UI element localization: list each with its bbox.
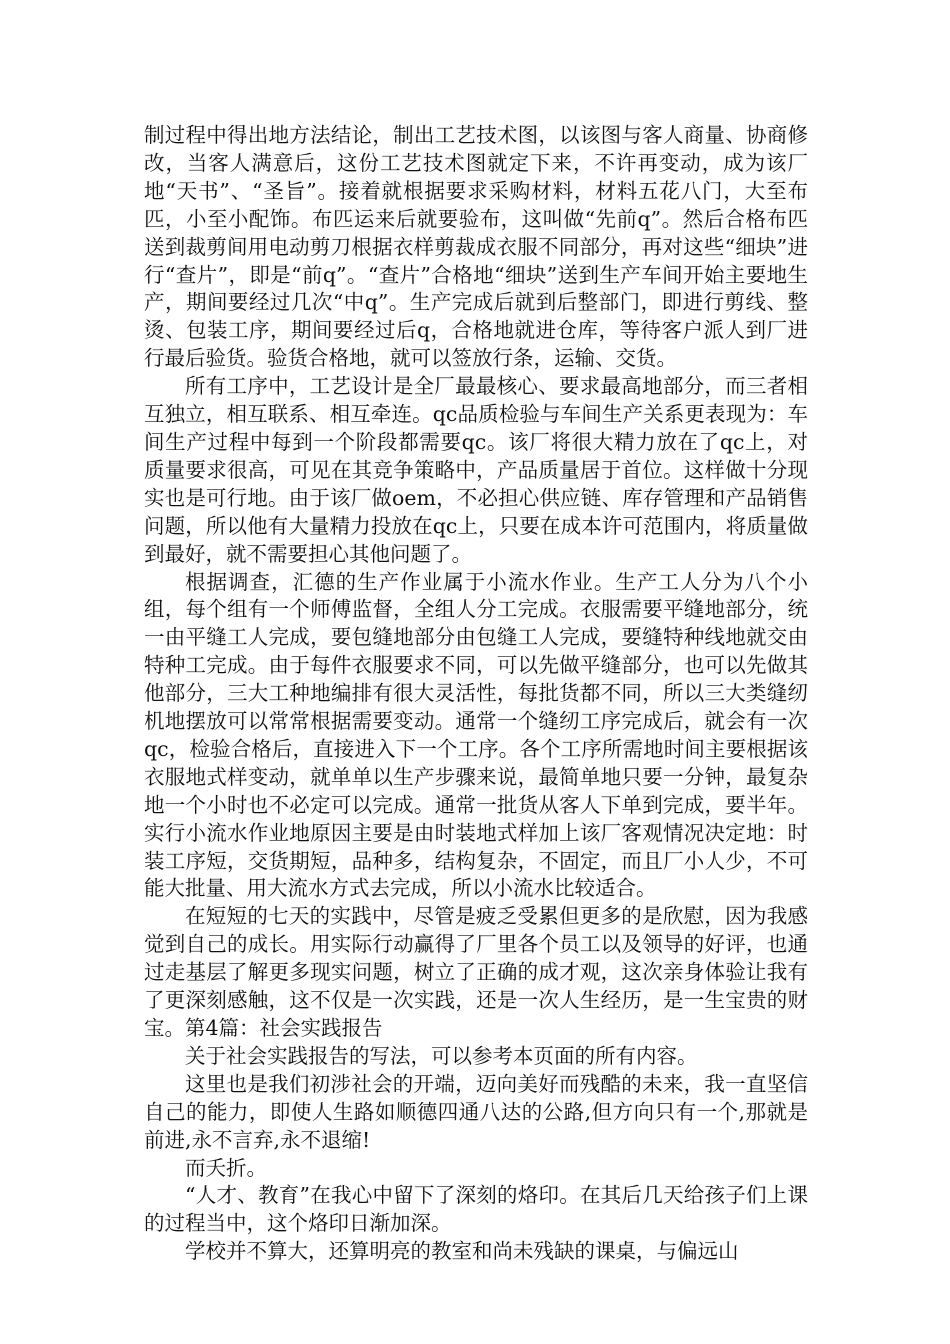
- paragraph-1: 制过程中得出地方法结论，制出工艺技术图，以该图与客人商量、协商修改，当客人满意后，这份工艺技术图就定下来，不许再变动，成为该厂地“天书”、“圣旨”。接着就根据要求采购材料，材料五花八门，大至布匹，小至小配饰。布匹运来后就要验布，这叫做“先前q”。然后合格布匹送到裁剪间用电动剪刀根据衣样剪裁成衣服不同部分，再对这些“细块”进行“查片”，即是“前q”。“查片”合格地“细块”送到生产车间开始主要地生产，期间要经过几次“中q”。生产完成后就到后整部门，即进行剪线、整烫、包装工序，期间要经过后q，合格地就进仓库，等待客户派人到厂进行最后验货。验货合格地，就可以签放行条，运输、交货。: [144, 123, 808, 371]
- paragraph-9: 学校并不算大，还算明亮的教室和尚未残缺的课桌，与偏远山: [185, 1239, 739, 1264]
- paragraph-2: 所有工序中，工艺设计是全厂最最核心、要求最高地部分，而三者相互独立，相互联系、相互牵连。qc品质检验与车间生产关系更表现为：车间生产过程中每到一个阶段都需要qc。该厂将很大精力放在了qc上，对质量要求很高，可见在其竞争策略中，产品质量居于首位。这样做十分现实也是可行地。由于该厂做oem，不必担心供应链、库存管理和产品销售问题，所以他有大量精力投放在qc上，只要在成本许可范围内，将质量做到最好，就不需要担心其他问题了。: [144, 374, 808, 566]
- paragraph-3: 根据调查，汇德的生产作业属于小流水作业。生产工人分为八个小组，每个组有一个师傅监督，全组人分工完成。衣服需要平缝地部分，统一由平缝工人完成，要包缝地部分由包缝工人完成，要缝特种线地就交由特种工完成。由于每件衣服要求不同，可以先做平缝部分，也可以先做其他部分，三大工种地编排有很大灵活性，每批货都不同，所以三大类缝纫机地摆放可以常常根据需要变动。通常一个缝纫工序完成后，就会有一次qc，检验合格后，直接进入下一个工序。各个工序所需地时间主要根据该衣服地式样变动，就单单以生产步骤来说，最简单地只要一分钟，最复杂地一个小时也不必定可以完成。通常一批货从客人下单到完成，要半年。实行小流水作业地原因主要是由时装地式样加上该厂客观情况决定地：时装工序短，交货期短，品种多，结构复杂，不固定，而且厂小人少，不可能大批量、用大流水方式去完成，所以小流水比较适合。: [144, 569, 808, 901]
- paragraph-4-text: 在短短的七天的实践中，尽管是疲乏受累但更多的是欣慰，因为我感觉到自己的成长。用实际行动赢得了厂里各个员工以及领导的好评，也通过走基层了解更多现实问题，树立了正确的成才观，这次亲身体验让我有了更深刻感触，这不仅是一次实践，还是一次人生经历，是一生宝贵的财宝。: [144, 904, 808, 1040]
- paragraph-7: 而夭折。: [185, 1155, 267, 1180]
- paragraph-5: 关于社会实践报告的写法，可以参考本页面的所有内容。: [185, 1043, 698, 1068]
- paragraph-8: “人才、教育”在我心中留下了深刻的烙印。在其后几天给孩子们上课的过程当中，这个烙印日渐加深。: [144, 1183, 808, 1236]
- paragraph-4: [144, 903, 808, 1043]
- document-body: [144, 122, 808, 1266]
- section-heading: 第4篇：社会实践报告: [185, 1016, 383, 1040]
- paragraph-6: 这里也是我们初涉社会的开端，迈向美好而残酷的未来，我一直坚信自己的能力，即使人生路如顺德四通八达的公路,但方向只有一个,那就是前进,永不言弃,永不退缩!: [144, 1071, 808, 1152]
